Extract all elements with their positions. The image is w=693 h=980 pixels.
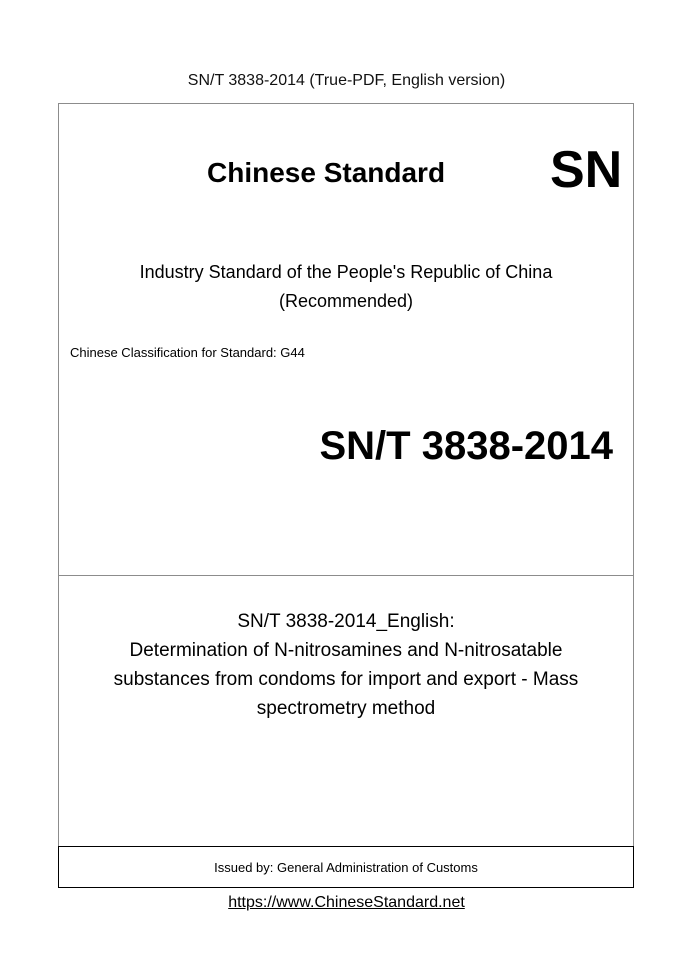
- sn-mark: SN: [550, 141, 623, 199]
- website-link[interactable]: https://www.ChineseStandard.net: [228, 894, 465, 911]
- issued-by-box: [58, 846, 634, 888]
- document-title: [58, 607, 634, 723]
- title-line-2: Determination of N-nitrosamines and N-nitrosatable: [129, 640, 563, 661]
- cover-title: Chinese Standard: [207, 157, 446, 188]
- industry-line-2: (Recommended): [278, 291, 414, 311]
- section-divider: [58, 575, 634, 576]
- title-line-4: spectrometry method: [256, 698, 436, 719]
- title-line-1: SN/T 3838-2014_English:: [237, 611, 455, 632]
- industry-line-1: Industry Standard of the People's Republic of China: [139, 262, 553, 282]
- standard-code: SN/T 3838-2014: [319, 424, 613, 468]
- cover-frame: [58, 103, 634, 888]
- industry-standard-label: [58, 258, 634, 316]
- classification-text: Chinese Classification for Standard: G44: [70, 345, 305, 360]
- page-header: SN/T 3838-2014 (True-PDF, English version): [187, 72, 506, 89]
- title-line-3: substances from condoms for import and export - Mass: [113, 669, 579, 690]
- issued-by-text: Issued by: General Administration of Customs: [214, 859, 478, 875]
